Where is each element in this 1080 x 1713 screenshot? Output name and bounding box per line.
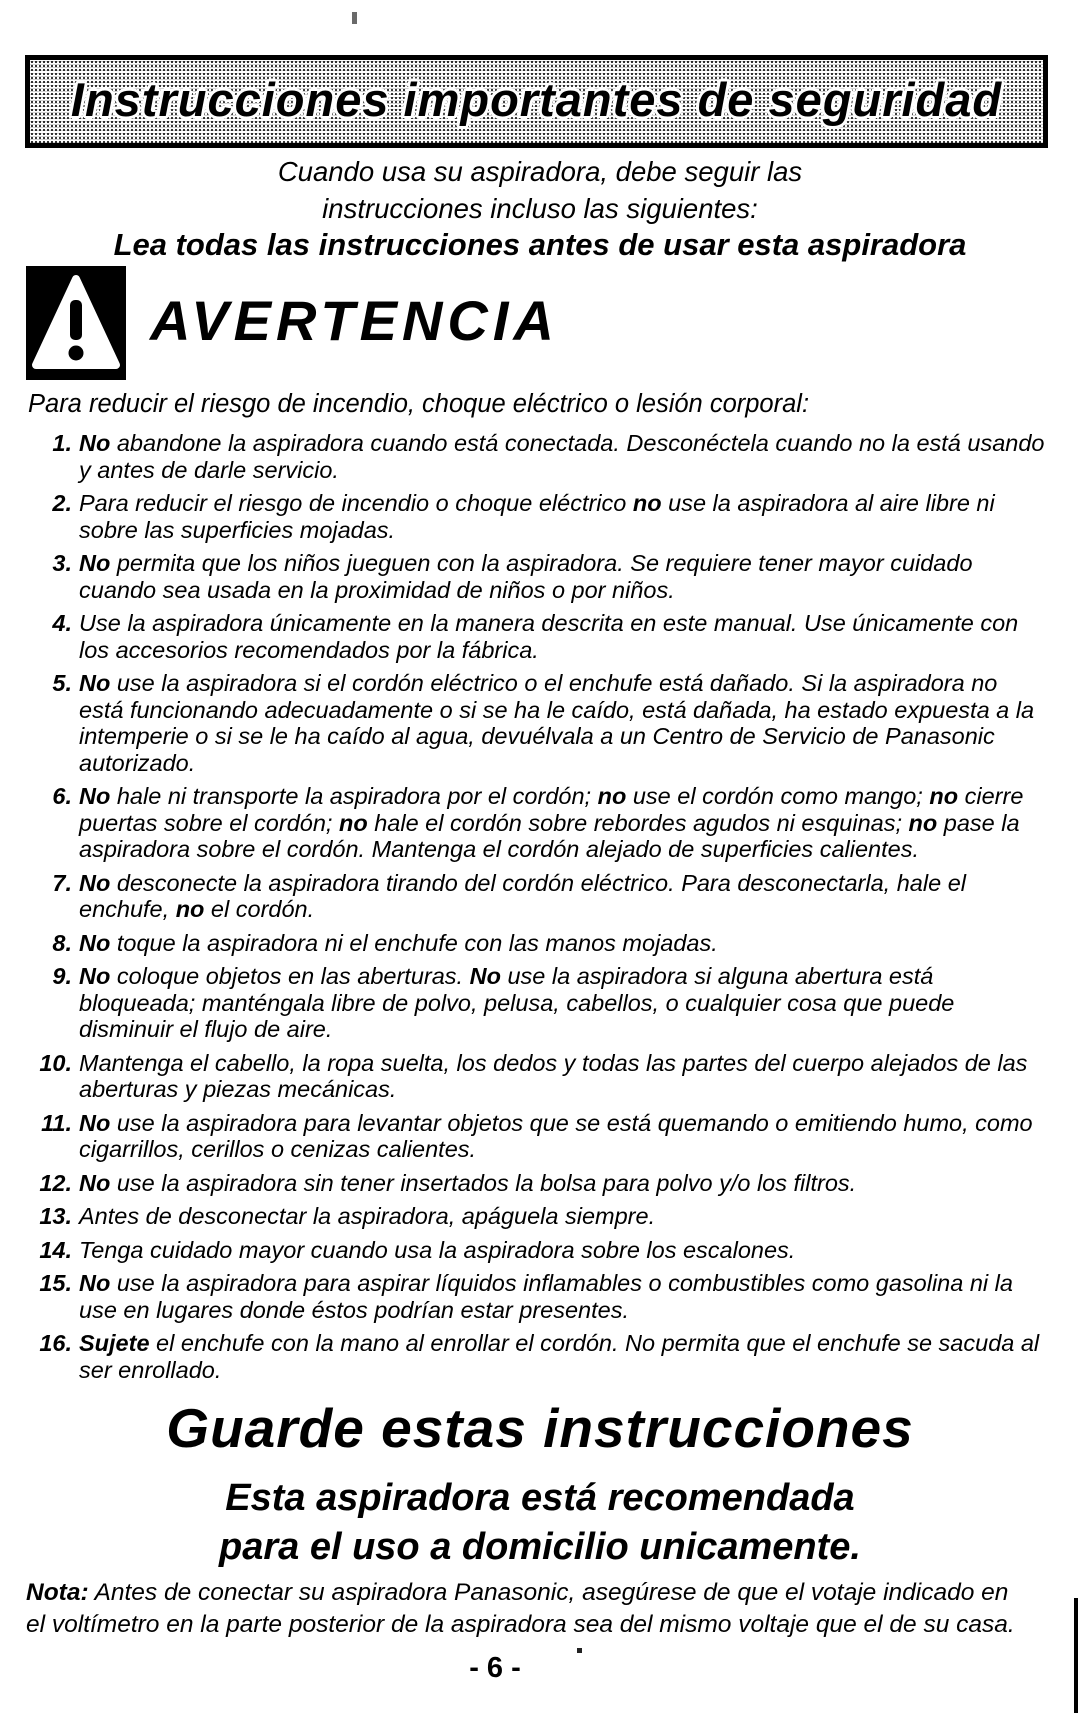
instruction-number: 2. [52,490,72,516]
instruction-number: 14. [39,1236,72,1263]
instruction-text: Tenga cuidado mayor cuando usa la aspiradora sobre los escalones. [79,1236,796,1263]
subtitle-line-1: Cuando usa su aspiradora, debe seguir las [277,156,803,187]
instruction-number: 12. [39,1169,72,1196]
read-all-instructions-line: Lea todas las instrucciones antes de usar esta aspiradora [113,227,967,262]
instruction-item [28,1110,1045,1163]
instruction-text: No abandone la aspiradora cuando está conectada. Desconéctela cuando no la está usando y antes de darle servicio. [79,430,1045,483]
recommendation-heading [0,1474,1080,1572]
instruction-item [28,783,1045,863]
page-title: Instrucciones importantes de seguridad [70,73,1003,126]
instruction-item [28,430,1045,483]
instruction-number: 1. [52,430,72,456]
instruction-text: Use la aspiradora únicamente en la manera descrita en este manual. Use únicamente con los accesorios recomendados por la fábrica. [79,610,1019,663]
instruction-text: No use la aspiradora para aspirar líquidos inflamables o combustibles como gasolina ni la use en lugares donde éstos podrían estar presentes. [79,1270,1013,1323]
instruction-number: 8. [52,929,72,956]
instruction-text: No coloque objetos en las aberturas. No use la aspiradora si alguna abertura está bloqueada; manténgala libre de polvo, pelusa, cabellos, o cualquier cosa que puede disminuir el flujo de aire. [79,963,955,1042]
instruction-item [28,670,1045,776]
instruction-text: No permita que los niños jueguen con la aspiradora. Se requiere tener mayor cuidado cuando sea usada en la proximidad de niños o por niños. [79,550,973,603]
warning-banner [26,266,559,380]
instruction-number: 13. [39,1203,72,1229]
instruction-item [28,1237,1045,1264]
instruction-number: 4. [52,610,72,636]
instruction-item [28,490,1045,543]
instruction-item [28,1270,1045,1323]
instruction-item [28,963,1045,1043]
scan-dot-artifact [577,1648,582,1653]
instruction-text: No hale ni transporte la aspiradora por el cordón; no use el cordón como mango; no cierre puertas sobre el cordón; no hale el cordón sobre rebordes agudos ni esquinas; no pase la aspiradora sobre el cordón. Mantenga el cordón alejado de superficies calientes. [79,783,1024,862]
instruction-text: Sujete el enchufe con la mano al enrollar el cordón. No permita que el enchufe se sacuda al ser enrollado. [79,1330,1040,1383]
note-paragraph: Nota: Antes de conectar su aspiradora Panasonic, asegúrese de que el votaje indicado en el voltímetro en la parte posterior de la aspiradora sea del mismo voltaje que el de su casa. [26,1579,1015,1638]
instruction-item [28,610,1045,663]
instruction-item [28,930,1045,957]
warning-intro-text: Para reducir el riesgo de incendio, choque eléctrico o lesión corporal: [28,390,810,418]
instruction-number: 7. [52,869,72,896]
instruction-text: No use la aspiradora sin tener insertados la bolsa para polvo y/o los filtros. [79,1169,857,1196]
instruction-text: No desconecte la aspiradora tirando del cordón eléctrico. Para desconectarla, hale el enchufe, no el cordón. [79,869,966,922]
instruction-number: 16. [39,1330,72,1356]
page-number: - 6 - [469,1652,521,1684]
scan-speck-artifact [352,12,357,24]
scan-edge-line-artifact [1074,1598,1078,1713]
instruction-item [28,550,1045,603]
instruction-number: 9. [52,963,72,989]
instruction-item [28,1170,1045,1197]
instruction-text: No use la aspiradora si el cordón eléctrico o el enchufe está dañado. Si la aspiradora no está funcionando adecuadamente o si se ha le caído, está dañada, ha estado expuesta a la intemperie o si se le ha caído al agua, devuélvala a un Centro de Servicio de Panasonic autorizado. [79,670,1035,776]
instructions-list [28,430,1045,1390]
instruction-number: 10. [39,1049,72,1076]
instruction-item [28,870,1045,923]
instruction-text: No use la aspiradora para levantar objetos que se está quemando o emitiendo humo, como cigarrillos, cerillos o cenizas calientes. [79,1109,1033,1162]
recommendation-line-1: Esta aspiradora está recomendada [225,1477,855,1519]
warning-triangle-icon [26,266,126,380]
save-instructions-heading: Guarde estas instrucciones [166,1397,914,1459]
instruction-number: 15. [39,1270,72,1296]
warning-title: AVERTENCIA [150,288,559,352]
instruction-text: Para reducir el riesgo de incendio o choque eléctrico no use la aspiradora al aire libre ni sobre las superficies mojadas. [79,490,995,543]
recommendation-line-2: para el uso a domicilio unicamente. [219,1526,861,1568]
instruction-number: 6. [52,783,72,809]
instruction-number: 5. [52,670,72,696]
instruction-number: 11. [41,1109,72,1136]
section-header-banner [25,55,1048,148]
instruction-text: Mantenga el cabello, la ropa suelta, los dedos y todas las partes del cuerpo alejados de las aberturas y piezas mecánicas. [79,1049,1028,1102]
instruction-item [28,1330,1045,1383]
instruction-item [28,1203,1045,1230]
subtitle [0,153,1080,227]
instruction-number: 3. [52,550,72,576]
instruction-text: Antes de desconectar la aspiradora, apáguela siempre. [79,1203,656,1229]
instruction-text: No toque la aspiradora ni el enchufe con las manos mojadas. [79,929,718,956]
subtitle-line-2: instrucciones incluso las siguientes: [322,193,758,224]
instruction-item [28,1050,1045,1103]
